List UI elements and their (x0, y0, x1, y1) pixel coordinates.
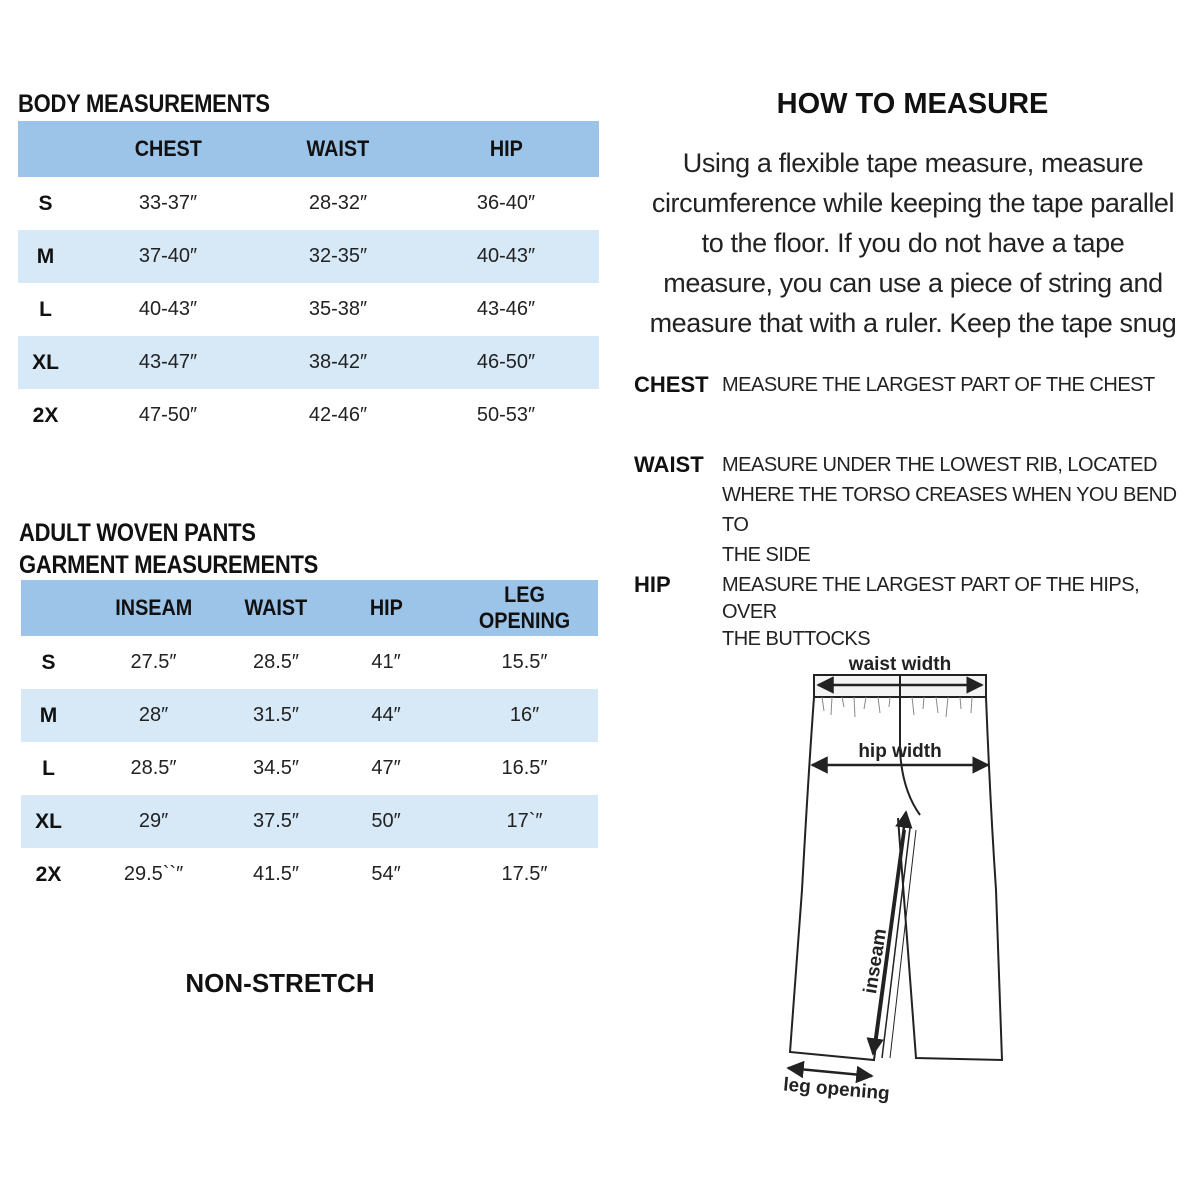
hip-cell: 43-46″ (476, 298, 536, 320)
table-row (21, 848, 598, 901)
leg-opening-arrow (788, 1068, 872, 1076)
waist-cell: 35-38″ (308, 298, 368, 320)
instruction-line: MEASURE THE LARGEST PART OF THE HIPS, OVER (722, 574, 1140, 623)
table-row (21, 742, 598, 795)
intro-line: Using a flexible tape measure, measure (682, 148, 1144, 178)
hip-instruction-label: HIP (634, 572, 671, 597)
hip-cell: 36-40″ (476, 192, 536, 214)
intro-line: to the floor. If you do not have a tape (701, 228, 1125, 258)
hip-cell: 47″ (371, 757, 401, 779)
chest-instruction-text (722, 370, 1192, 400)
header-leg-opening: LEG OPENING (451, 580, 598, 636)
body-measurements-table (18, 121, 599, 442)
hip-cell: 40-43″ (413, 230, 599, 283)
inseam-cell: 28″ (76, 689, 231, 742)
pants-outline (790, 675, 1002, 1060)
instruction-line: MEASURE UNDER THE LOWEST RIB, LOCATED (722, 454, 1157, 476)
table-row (18, 230, 599, 283)
waist-cell: 28-32″ (308, 192, 368, 214)
garment-title-line2: GARMENT MEASUREMENTS (19, 551, 319, 579)
size-cell: XL (21, 795, 76, 848)
inseam-cell: 28.5″ (130, 757, 177, 779)
intro-line: circumference while keeping the tape parallel (651, 188, 1175, 218)
waist-instruction-text (722, 450, 1192, 570)
how-to-measure-title: HOW TO MEASURE (776, 88, 1049, 120)
inseam-cell: 29.5``″ (123, 863, 184, 885)
waist-instruction-label: WAIST (634, 452, 704, 477)
chest-instruction-label: CHEST (634, 372, 709, 397)
hip-cell: 50-53″ (476, 404, 536, 426)
table-row (21, 689, 598, 742)
header-chest: CHEST (73, 121, 263, 177)
leg-opening-cell: 15.5″ (501, 651, 548, 673)
waist-cell: 42-46″ (308, 404, 368, 426)
table-row (18, 283, 599, 336)
leg-opening-cell: 16″ (451, 689, 598, 742)
table-row (18, 177, 599, 230)
table-header-row (18, 121, 599, 177)
pants-diagram (770, 640, 1030, 1110)
size-cell: S (38, 191, 53, 215)
intro-line: measure that with a ruler. Keep the tape snug (649, 308, 1177, 338)
non-stretch-label: NON-STRETCH (185, 968, 375, 998)
waist-width-label: waist width (848, 654, 952, 675)
header-hip: HIP (413, 121, 599, 177)
header-waist: WAIST (263, 121, 413, 177)
size-cell: 2X (32, 403, 59, 427)
inseam-label: inseam (860, 927, 892, 996)
garment-measurements-table (21, 580, 598, 901)
leg-opening-cell: 17.5″ (501, 863, 548, 885)
waist-cell: 37.5″ (231, 795, 321, 848)
size-cell: M (21, 689, 76, 742)
hip-cell: 41″ (371, 651, 401, 673)
instruction-line: THE BUTTOCKS (722, 628, 871, 650)
body-measurements-title: BODY MEASUREMENTS (18, 90, 270, 118)
chest-cell: 43-47″ (73, 336, 263, 389)
size-cell: L (42, 756, 55, 780)
garment-title-line1: ADULT WOVEN PANTS (19, 519, 256, 547)
intro-line: measure, you can use a piece of string and (663, 268, 1163, 298)
chest-cell: 40-43″ (138, 298, 198, 320)
hip-cell: 50″ (321, 795, 451, 848)
chest-cell: 47-50″ (138, 404, 198, 426)
inseam-cell: 29″ (76, 795, 231, 848)
table-row (18, 336, 599, 389)
instruction-line: THE SIDE (722, 544, 811, 566)
chest-cell: 33-37″ (138, 192, 198, 214)
hip-cell: 46-50″ (413, 336, 599, 389)
inseam-cell: 27.5″ (130, 651, 177, 673)
how-to-measure-intro (628, 143, 1198, 343)
table-header-row (21, 580, 598, 636)
table-row (18, 389, 599, 442)
waist-cell: 41.5″ (252, 863, 299, 885)
waist-cell: 38-42″ (263, 336, 413, 389)
header-hip: HIP (321, 580, 451, 636)
waistband-gathers (822, 697, 972, 717)
header-inseam: INSEAM (76, 580, 231, 636)
waist-cell: 28.5″ (252, 651, 299, 673)
size-cell: L (39, 297, 52, 321)
size-cell: M (18, 230, 73, 283)
waist-cell: 31.5″ (231, 689, 321, 742)
header-size (18, 121, 73, 177)
hip-cell: 44″ (321, 689, 451, 742)
instruction-line: WHERE THE TORSO CREASES WHEN YOU BEND TO (722, 484, 1177, 536)
waist-cell: 34.5″ (252, 757, 299, 779)
header-waist: WAIST (231, 580, 321, 636)
instruction-line: MEASURE THE LARGEST PART OF THE CHEST (722, 374, 1155, 396)
size-cell: 2X (35, 862, 62, 886)
leg-opening-label: leg opening (782, 1074, 891, 1105)
leg-opening-cell: 17`″ (451, 795, 598, 848)
size-cell: S (41, 650, 56, 674)
size-cell: XL (18, 336, 73, 389)
hip-width-label: hip width (858, 741, 942, 762)
header-size (21, 580, 76, 636)
waist-cell: 32-35″ (263, 230, 413, 283)
leg-opening-cell: 16.5″ (501, 757, 548, 779)
table-row (21, 795, 598, 848)
hip-cell: 54″ (371, 863, 401, 885)
chest-cell: 37-40″ (73, 230, 263, 283)
table-row (21, 636, 598, 689)
